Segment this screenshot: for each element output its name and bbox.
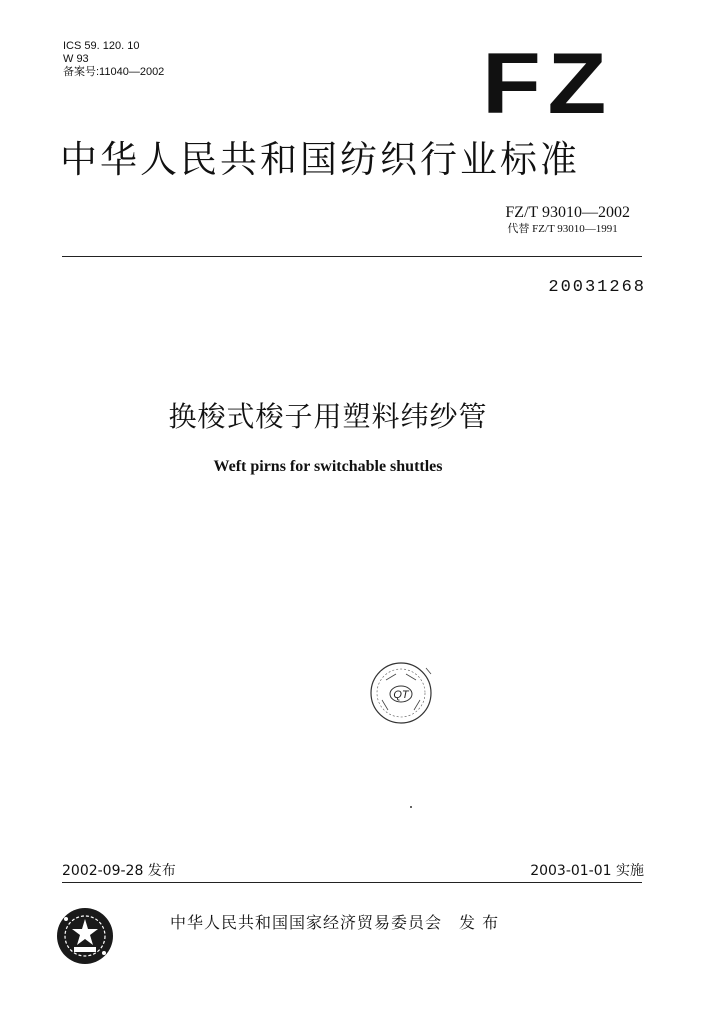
seal-stamp [368,660,434,726]
fz-logo: FZ [482,36,614,132]
publish-date: 2002-09-28 发布 [62,863,176,879]
replaces-standard: 代替 FZ/T 93010—1991 [507,223,618,235]
document-meta [63,40,164,79]
effective-date: 2003-01-01 实施 [530,863,644,879]
serial-number: 20031268 [548,278,646,297]
title-english: Weft pirns for switchable shuttles [213,458,443,475]
national-emblem-icon [54,905,116,967]
ics-code: ICS 59. 120. 10 [63,40,140,52]
classification-code: W 93 [63,53,89,65]
standard-number: FZ/T 93010—2002 [505,204,630,221]
issuing-organization: 中华人民共和国国家经济贸易委员会 发 布 [170,913,500,932]
print-speck [410,806,412,808]
footer-divider [62,882,642,883]
record-number: 备案号:11040—2002 [63,66,165,78]
header-divider [62,256,642,257]
seal-center-text: QT [393,689,409,701]
standard-number-block [505,204,630,236]
title-chinese: 换梭式梭子用塑料纬纱管 [168,400,488,433]
org-title: 中华人民共和国纺织行业标准 [60,138,580,181]
